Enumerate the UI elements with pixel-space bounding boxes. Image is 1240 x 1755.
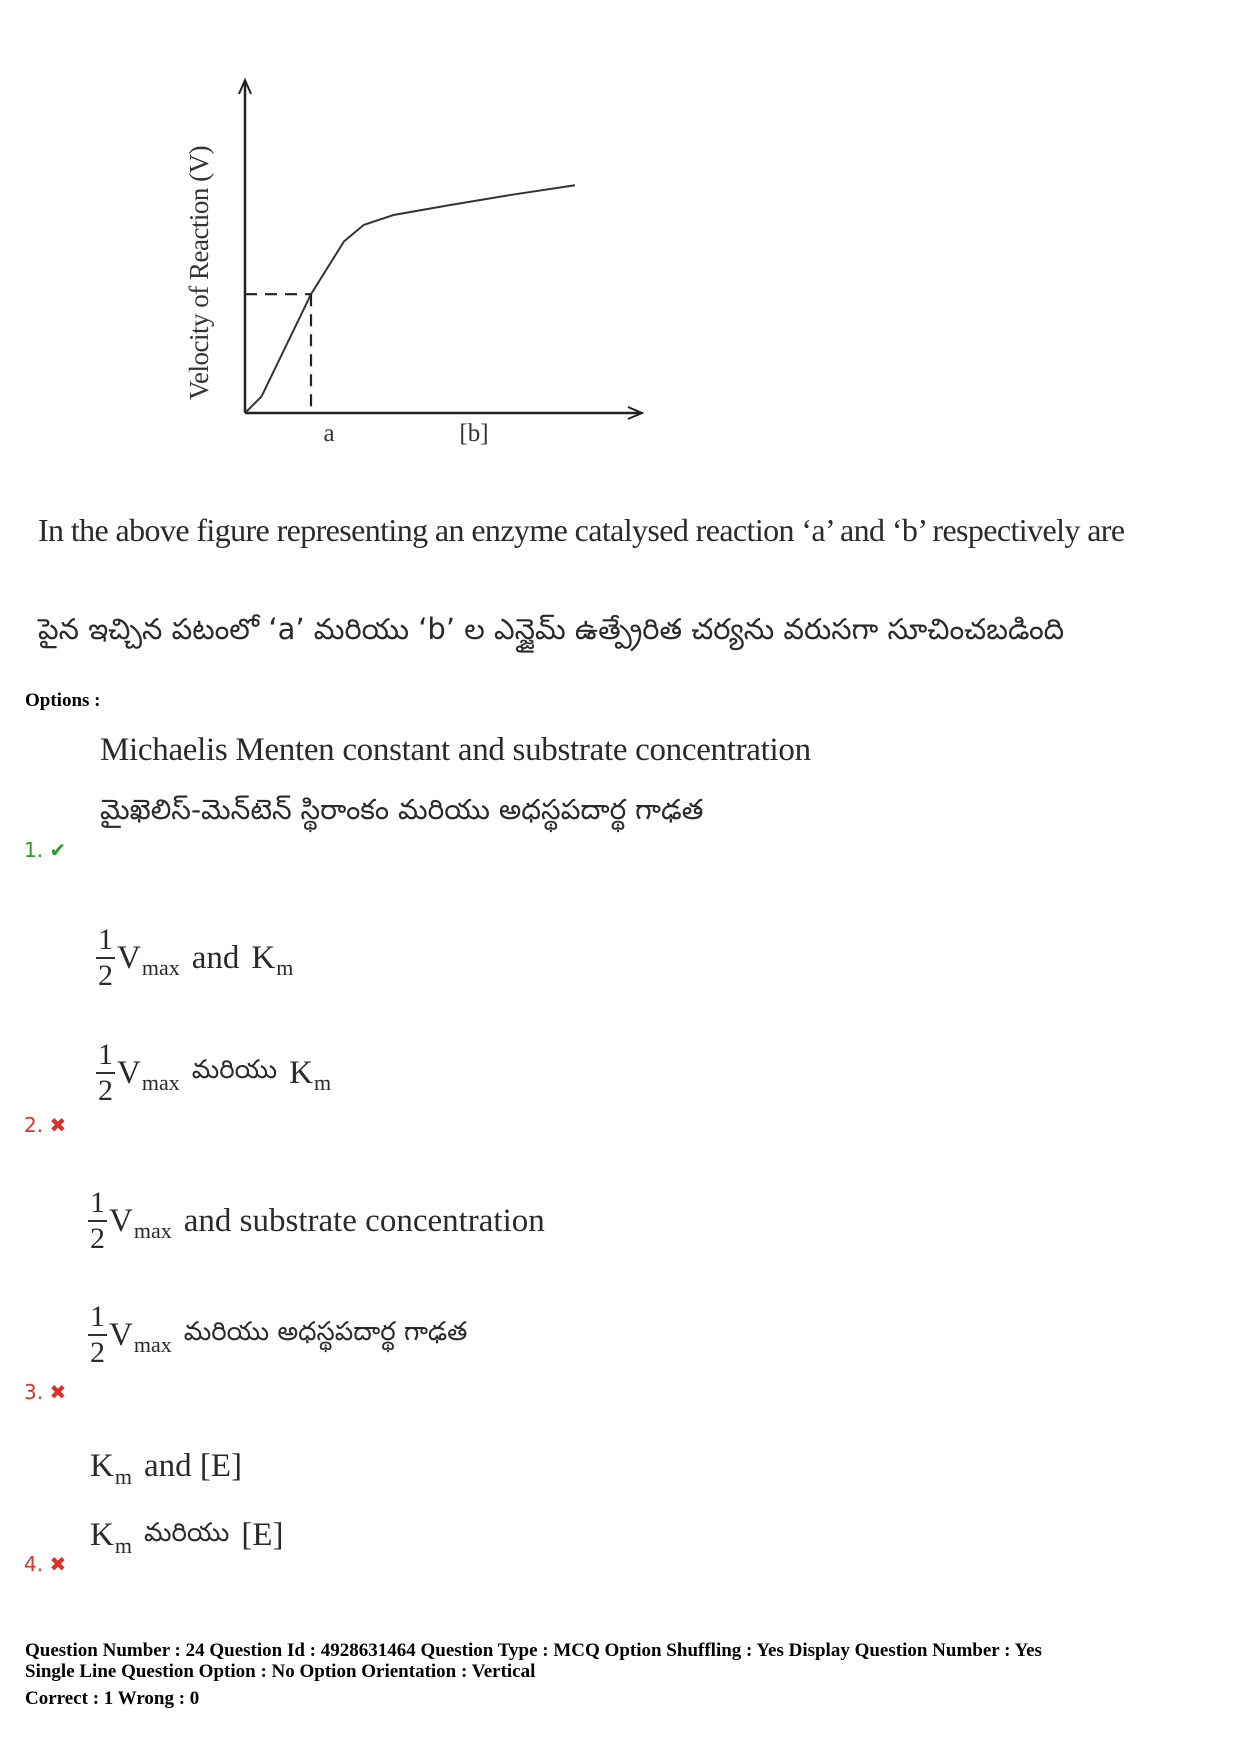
question-text-english: In the above figure representing an enzyme catalysed reaction ‘a’ and ‘b’ respectively are (38, 512, 1125, 548)
chart-x-tick-b: [b] (459, 420, 489, 447)
v-subscript: max (141, 1070, 180, 1095)
option-3-english (88, 1188, 545, 1254)
chart-series-line (245, 185, 575, 413)
chart-y-axis-label: Velocity of Reaction (V) (184, 145, 214, 400)
v-subscript: max (133, 1218, 172, 1243)
v-subscript: max (133, 1332, 172, 1357)
option-4-wrong-marker[interactable]: 4. ✖ (24, 1552, 67, 1576)
option-4-e-symbol: [E] (241, 1517, 284, 1553)
v-symbol: V (117, 939, 141, 976)
k-symbol: K (251, 939, 276, 976)
option-4-english-tail: and [E] (143, 1448, 243, 1484)
option-3-wrong-marker[interactable]: 3. ✖ (24, 1380, 67, 1404)
k-subscript: m (114, 1532, 132, 1558)
option-2-wrong-marker[interactable]: 2. ✖ (24, 1113, 67, 1137)
option-2-english (96, 925, 293, 991)
question-meta-line-2: Single Line Question Option : No Option Orientation : Vertical (25, 1661, 536, 1682)
k-subscript: m (276, 955, 294, 980)
v-symbol: V (109, 1202, 133, 1239)
fraction-half (88, 1188, 107, 1254)
question-text-telugu: పైన ఇచ్చిన పటంలో ‘a’ మరియు ‘b’ ల ఎన్జైమ్ ఉత్ప్రేరిత చర్యను వరుసగా సూచించబడింది (38, 612, 1065, 646)
fraction-denominator: 2 (90, 1336, 105, 1369)
fraction-numerator: 1 (88, 1188, 107, 1222)
v-symbol: V (109, 1316, 133, 1353)
fraction-numerator: 1 (88, 1302, 107, 1336)
fraction-denominator: 2 (98, 959, 113, 992)
enzyme-velocity-chart (0, 0, 700, 460)
chart-plot-area (239, 80, 642, 419)
fraction-half (96, 925, 115, 991)
fraction-denominator: 2 (90, 1222, 105, 1255)
option-1-telugu: మైఖెలిస్-మెన్‌టెన్ స్థిరాంకం మరియు అధస్థపదార్థ గాఢత (100, 793, 704, 826)
option-2-telugu-and: మరియు (191, 1055, 278, 1085)
question-meta-line-1: Question Number : 24 Question Id : 4928631464 Question Type : MCQ Option Shuffling : Yes Display Question Number : Yes (25, 1640, 1042, 1661)
fraction-half (88, 1302, 107, 1368)
fraction-denominator: 2 (98, 1074, 113, 1107)
option-1-correct-marker[interactable]: 1. ✔ (24, 838, 67, 862)
v-subscript: max (141, 955, 180, 980)
option-4-telugu (90, 1517, 284, 1558)
k-symbol: K (90, 1517, 114, 1553)
k-symbol: K (289, 1054, 313, 1091)
fraction-numerator: 1 (96, 1040, 115, 1074)
option-3-english-tail: and substrate concentration (183, 1202, 545, 1239)
option-4-english (90, 1448, 243, 1489)
option-2-and-text: and (191, 939, 240, 976)
chart-x-tick-a: a (323, 420, 335, 447)
k-subscript: m (114, 1463, 132, 1489)
option-4-telugu-and: మరియు (143, 1517, 230, 1548)
v-symbol: V (117, 1054, 141, 1091)
k-symbol: K (90, 1448, 114, 1484)
option-2-telugu (96, 1040, 331, 1106)
options-heading: Options : (25, 690, 101, 711)
option-1-english: Michaelis Menten constant and substrate concentration (100, 732, 811, 768)
question-meta-line-3: Correct : 1 Wrong : 0 (25, 1688, 200, 1709)
fraction-numerator: 1 (96, 925, 115, 959)
k-subscript: m (313, 1070, 332, 1095)
fraction-half (96, 1040, 115, 1106)
option-3-telugu-tail: మరియు అధస్థపదార్థ గాఢత (183, 1317, 468, 1347)
option-3-telugu (88, 1302, 467, 1368)
